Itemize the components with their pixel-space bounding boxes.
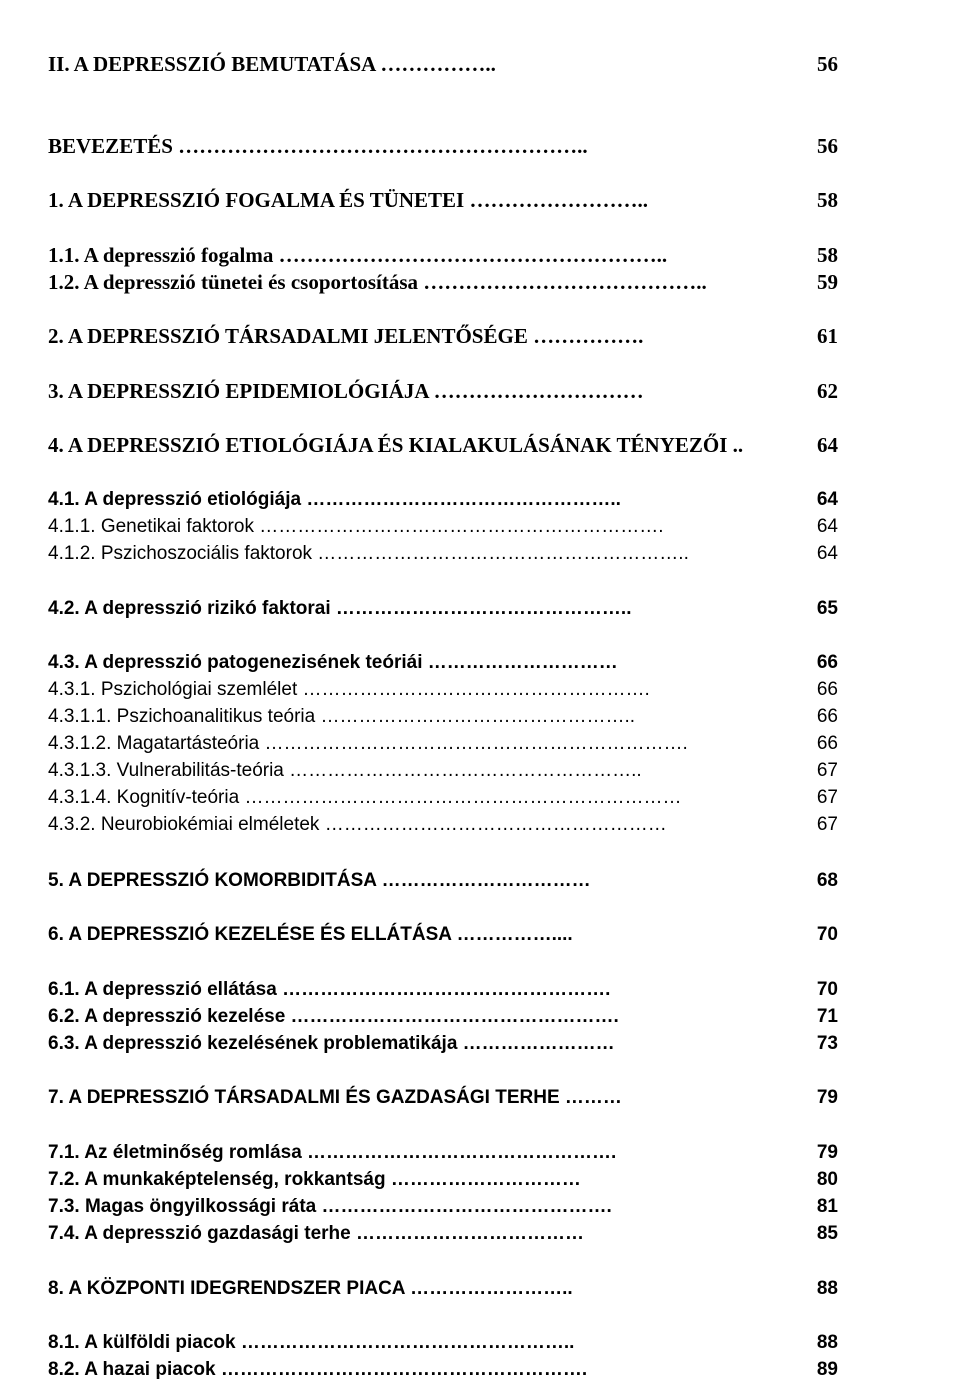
toc-entry	[48, 1222, 838, 1246]
toc-entry-page: 66	[816, 679, 838, 700]
toc-entry	[48, 488, 838, 512]
toc-entry-text: 7. A DEPRESSZIÓ TÁRSADALMI ÉS GAZDASÁGI TERHE ………	[48, 1087, 622, 1108]
toc-entry	[48, 1168, 838, 1192]
toc-entry-text: 4.2. A depresszió rizikó faktorai ………………………………………..	[48, 598, 632, 619]
toc-entry-page: 67	[816, 814, 838, 835]
toc-entry-text: 4.3.1.4. Kognitív-teória ……………………………………………………………	[48, 787, 682, 808]
toc-entry-page: 66	[816, 706, 838, 727]
toc-entry-text: 7.1. Az életminőség romlása ………………………………………….	[48, 1142, 617, 1163]
toc-entry	[48, 1086, 838, 1110]
toc-entry-text: 4.3.1.3. Vulnerabilitás-teória ………………………………………………..	[48, 760, 642, 781]
toc-entry-text: 1. A DEPRESSZIÓ FOGALMA ÉS TÜNETEI ……………………..	[48, 188, 648, 212]
toc-entry-text: 8.1. A külföldi piacok ……………………………………………..	[48, 1332, 575, 1353]
toc-entry	[48, 923, 838, 947]
toc-entry	[48, 732, 838, 756]
toc-entry-page: 62	[817, 379, 838, 403]
toc-entry	[48, 678, 838, 702]
toc-entry-text: 8. A KÖZPONTI IDEGRENDSZER PIACA ……………………..	[48, 1278, 573, 1299]
toc-entry-text: 4.3.1.1. Pszichoanalitikus teória …………………………………………..	[48, 706, 636, 727]
toc-entry-page: 56	[817, 52, 838, 76]
toc-entry-page: 56	[817, 134, 838, 158]
toc-entry-page: 88	[816, 1332, 838, 1353]
toc-entry	[48, 134, 838, 158]
toc-entry-text: 6.3. A depresszió kezelésének problematikája ……………………	[48, 1033, 615, 1054]
toc-entry-page: 73	[816, 1033, 838, 1054]
toc-entry	[48, 786, 838, 810]
toc-entry	[48, 705, 838, 729]
toc-entry-page: 66	[816, 652, 838, 673]
toc-entry	[48, 542, 838, 566]
toc-entry-text: 4.1.2. Pszichoszociális faktorok …………………………………………………..	[48, 543, 689, 564]
toc-entry-page: 64	[816, 516, 838, 537]
toc-entry	[48, 1358, 838, 1382]
toc-entry-page: 88	[816, 1278, 838, 1299]
toc-entry-page: 67	[816, 760, 838, 781]
toc-entry-text: 4.3.2. Neurobiokémiai elméletek ………………………………………………	[48, 814, 667, 835]
toc-entry-text: 6.2. A depresszió kezelése …………………………………………….	[48, 1006, 619, 1027]
toc-entry-page: 68	[816, 870, 838, 891]
toc-entry	[48, 869, 838, 893]
toc-entry-text: 1.2. A depresszió tünetei és csoportosítása …………………………………..	[48, 270, 707, 294]
toc-entry-page: 71	[816, 1006, 838, 1027]
toc-entry-page: 59	[817, 270, 838, 294]
toc-entry-page: 65	[816, 598, 838, 619]
toc-entry-text: 6. A DEPRESSZIÓ KEZELÉSE ÉS ELLÁTÁSA ……………....	[48, 924, 573, 945]
toc-entry-text: 4.3.1. Pszichológiai szemlélet ……………………………………………….	[48, 679, 650, 700]
toc-entry-text: 6.1. A depresszió ellátása …………………………………………….	[48, 979, 611, 1000]
toc-entry	[48, 1331, 838, 1355]
toc-entry-text: 4. A DEPRESSZIÓ ETIOLÓGIÁJA ÉS KIALAKULÁSÁNAK TÉNYEZŐI ..	[48, 433, 744, 457]
toc-entry-page: 64	[816, 543, 838, 564]
toc-entry-page: 85	[816, 1223, 838, 1244]
toc-entry-page: 80	[816, 1169, 838, 1190]
toc-entry-page: 70	[816, 924, 838, 945]
toc-entry-text: 2. A DEPRESSZIÓ TÁRSADALMI JELENTŐSÉGE …………….	[48, 324, 644, 348]
toc-entry	[48, 324, 838, 348]
toc-entry-text: 4.1.1. Genetikai faktorok ……………………………………………………….	[48, 516, 664, 537]
toc-entry-page: 61	[817, 324, 838, 348]
toc-entry-page: 79	[816, 1087, 838, 1108]
toc-entry-text: 7.4. A depresszió gazdasági terhe ………………………………	[48, 1223, 584, 1244]
toc-entry-text: 3. A DEPRESSZIÓ EPIDEMIOLÓGIÁJA …………………………	[48, 379, 644, 403]
toc-entry-text: 7.3. Magas öngyilkossági ráta ……………………………………….	[48, 1196, 612, 1217]
toc-entry	[48, 813, 838, 837]
toc-entry	[48, 1032, 838, 1056]
toc-entry-text: BEVEZETÉS …………………………………………………..	[48, 134, 588, 158]
toc-entry	[48, 515, 838, 539]
toc-entry	[48, 1195, 838, 1219]
toc-entry	[48, 433, 838, 457]
toc-entry	[48, 52, 838, 76]
toc-entry	[48, 978, 838, 1002]
toc-entry	[48, 243, 838, 267]
toc-entry-page: 64	[817, 433, 838, 457]
toc-entry	[48, 1141, 838, 1165]
toc-entry-page: 70	[816, 979, 838, 1000]
toc-entry	[48, 759, 838, 783]
toc-entry-text: 4.3.1.2. Magatartásteória ………………………………………………………….	[48, 733, 688, 754]
toc-entry	[48, 379, 838, 403]
toc-entry-page: 66	[816, 733, 838, 754]
toc-entry-page: 81	[816, 1196, 838, 1217]
toc-entry-text: 1.1. A depresszió fogalma ………………………………………………..	[48, 243, 668, 267]
toc-entry	[48, 270, 838, 294]
toc-entry-page: 64	[816, 489, 838, 510]
toc-entry-text: 7.2. A munkaképtelenség, rokkantság …………………………	[48, 1169, 581, 1190]
toc-entry-page: 79	[816, 1142, 838, 1163]
toc-entry	[48, 597, 838, 621]
toc-entry	[48, 188, 838, 212]
toc-entry	[48, 651, 838, 675]
toc-entry-text: 8.2. A hazai piacok ………………………………………………….	[48, 1359, 588, 1380]
toc-entry-page: 89	[816, 1359, 838, 1380]
toc-entry-text: II. A DEPRESSZIÓ BEMUTATÁSA ……………..	[48, 52, 496, 76]
toc-entry	[48, 1005, 838, 1029]
toc-entry-page: 67	[816, 787, 838, 808]
toc-entry-text: 5. A DEPRESSZIÓ KOMORBIDITÁSA ……………………………	[48, 870, 591, 891]
toc-entry	[48, 1277, 838, 1301]
toc-entry-page: 58	[817, 188, 838, 212]
toc-entry-text: 4.3. A depresszió patogenezisének teóriái …………………………	[48, 652, 618, 673]
toc-entry-text: 4.1. A depresszió etiológiája …………………………………………..	[48, 489, 621, 510]
toc-entry-page: 58	[817, 243, 838, 267]
